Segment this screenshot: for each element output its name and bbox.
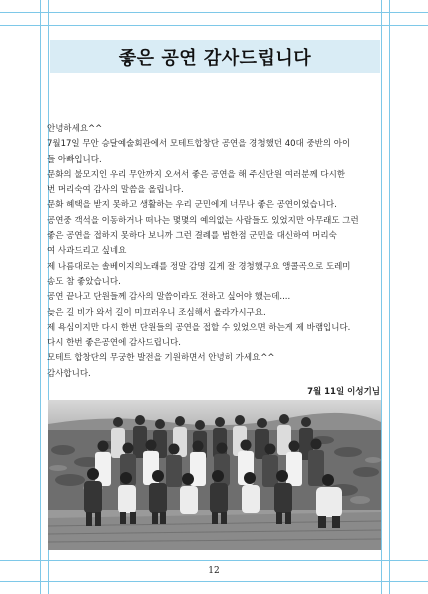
letter-line: 문화 혜택을 받지 못하고 생활하는 우리 군민에게 너무나 좋은 공연이었습니다. xyxy=(47,200,337,211)
letter-line: 제 나름대로는 솔베이지의노래를 정말 감명 깊게 잘 경청했구요 앵콜곡으로 도레미 xyxy=(47,261,351,272)
page-number: 12 xyxy=(208,566,220,576)
page-title: 좋은 공연 감사드립니다 xyxy=(118,47,312,69)
letter-line: 번 머리숙여 감사의 말씀을 올립니다. xyxy=(47,185,184,196)
letter-line: 문화의 불모지인 우리 무안까지 오셔서 좋은 공연을 해 주신단원 여러분께 다시한 xyxy=(47,169,345,180)
letter-line: 늦은 길 비가 와서 길이 미끄러우니 조심해서 올라가시구요. xyxy=(47,307,266,318)
guide-line xyxy=(389,0,390,594)
group-photo xyxy=(48,400,381,550)
letter-body xyxy=(47,122,382,382)
signature: 7월 11일 이성기님 xyxy=(307,387,380,397)
letter-line: 제 욕심이지만 다시 한번 단원들의 공연을 접할 수 있었으면 하는게 제 바램입니다. xyxy=(47,322,351,333)
letter-line: 모테트 합창단의 무궁한 발전을 기원하면서 안녕히 가세요^^ xyxy=(47,353,275,364)
letter-line: 좋은 공연을 접하지 못하다 보니까 그런 결례를 범한점 군민을 대신하여 머리숙 xyxy=(47,231,337,242)
letter-line: 공연 끝나고 단원들께 감사의 말씀이라도 전하고 싶어야 했는데.... xyxy=(47,292,291,303)
letter-line: 공연중 객석을 이동하거나 떠나는 몇몇의 예의없는 사람들도 있었지만 아무래도 그런 xyxy=(47,215,359,226)
letter-line: 감사합니다. xyxy=(47,368,91,379)
guide-line xyxy=(40,0,41,594)
guide-line xyxy=(0,560,428,561)
letter-line: 여 사과드리고 싶네요 xyxy=(47,246,127,257)
letter-line: 다시 한번 좋은공연에 감사드립니다. xyxy=(47,338,181,349)
letter-line: 7월17일 무안 승달예술회관에서 모테트합창단 공연을 경청했던 40대 중반의 아이 xyxy=(47,139,351,150)
letter-line: 들 아빠입니다. xyxy=(47,154,102,165)
guide-line xyxy=(0,12,428,13)
title-banner xyxy=(50,40,380,73)
letter-line: 송도 참 좋았습니다. xyxy=(47,276,121,287)
guide-line xyxy=(0,581,428,582)
guide-line xyxy=(0,25,428,26)
letter-line: 안녕하세요^^ xyxy=(47,124,103,134)
